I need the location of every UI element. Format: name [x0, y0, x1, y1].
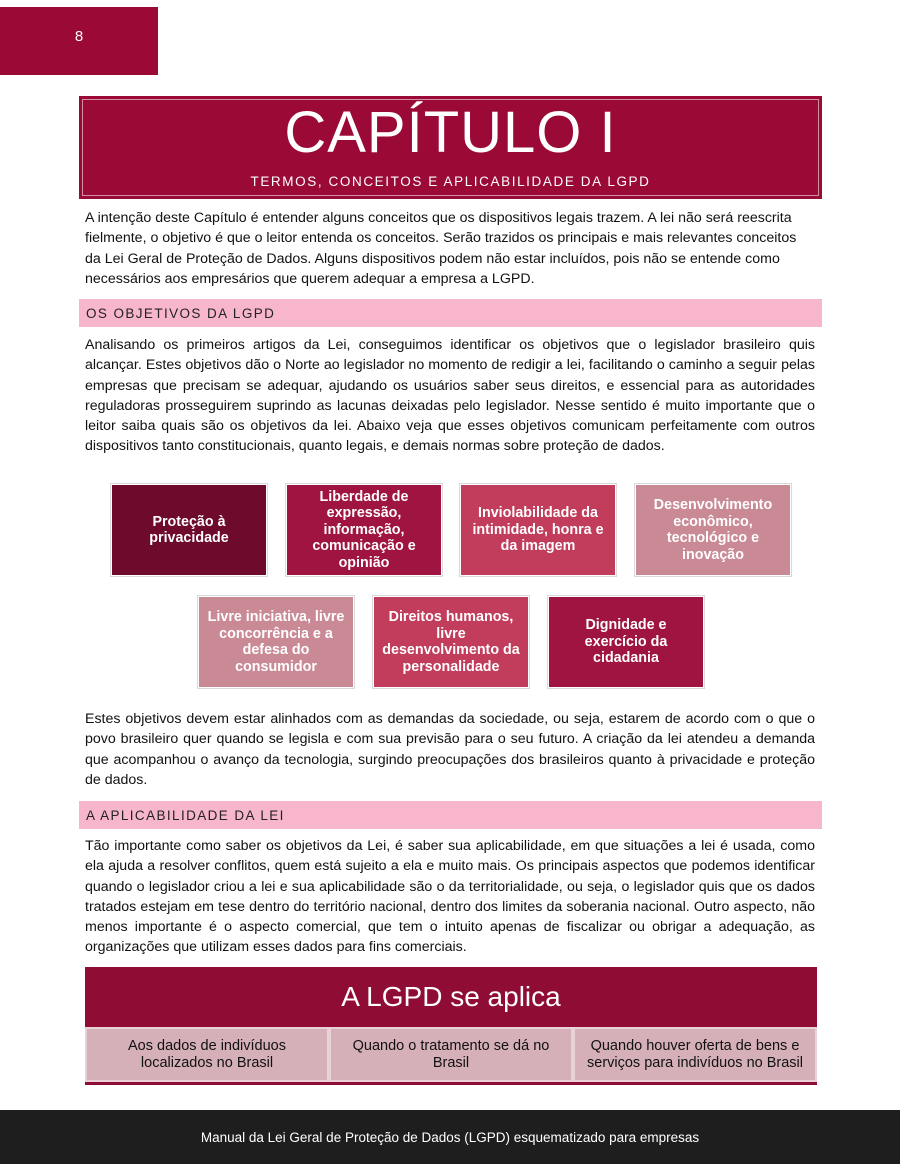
objective-box: Livre iniciativa, livre concorrência e a defesa do consumidor [198, 596, 354, 688]
section-heading-objetivos: OS OBJETIVOS DA LGPD [79, 299, 822, 327]
lgpd-table-cell: Quando houver oferta de bens e serviços para indivíduos no Brasil [573, 1027, 817, 1082]
intro-paragraph: A intenção deste Capítulo é entender alguns conceitos que os dispositivos legais trazem. A lei não será reescrita fielmente, o objetivo é que o leitor entenda os conceitos. Serão trazidos os principais e mais relevantes conceitos da Lei Geral de Proteção de Dados. Alguns dispositivos podem não estar incluídos, pois não se entende como necessários aos empresários que querem adequar a empresa a LGPD. [85, 210, 797, 287]
objective-box: Desenvolvimento econômico, tecnológico e inovação [635, 484, 791, 576]
aplicabilidade-paragraph: Tão importante como saber os objetivos da Lei, é saber sua aplicabilidade, em que situações a lei é usada, como ela ajuda a resolver conflitos, quem está sujeito a ela e muito mais. Os principais aspectos que podemos identificar quando o legislador criou a lei e sua aplicabilidade são o da territorialidade, ou seja, o legislador quis que os dados tratados estejam em tese dentro do território nacional, dentro dos limites da soberania nacional. Outro aspecto, não menos importante é o aspecto comercial, que tem o intuito apenas de fiscalizar ou obrigar a adequação, as organizações que utilizam esses dados para fins comerciais. [85, 838, 815, 956]
page-footer: Manual da Lei Geral de Proteção de Dados (LGPD) esquematizado para empresas [0, 1110, 900, 1164]
objetivos-paragraph: Analisando os primeiros artigos da Lei, conseguimos identificar os objetivos que o legislador brasileiro quis alcançar. Estes objetivos dão o Norte ao legislador no momento de redigir a lei, facilitando o caminho a seguir pelas empresas que precisam se adequar, ajudando os usuários saber seus direitos, e essencial para as autoridades reguladoras prosseguirem suprindo as lacunas deixadas pelo legislador. Nesse sentido é muito importante que o leitor saiba quais são os objetivos da lei. Abaixo veja que esses objetivos comunicam perfeitamente com outros dispositivos tanto constitucionais, quanto legais, e demais normas sobre proteção de dados. [85, 337, 815, 455]
section-heading-aplicabilidade: A APLICABILIDADE DA LEI [79, 801, 822, 829]
chapter-header [79, 96, 822, 199]
page-number: 8 [0, 7, 158, 75]
chapter-subtitle: TERMOS, CONCEITOS E APLICABILIDADE DA LGPD [250, 174, 651, 189]
chapter-title: CAPÍTULO I [284, 100, 617, 165]
lgpd-table-cell: Aos dados de indivíduos localizados no Brasil [85, 1027, 329, 1082]
lgpd-applies-table [85, 967, 817, 1085]
objective-box: Inviolabilidade da intimidade, honra e da imagem [460, 484, 616, 576]
objective-box: Dignidade e exercício da cidadania [548, 596, 704, 688]
lgpd-table-header: A LGPD se aplica [341, 981, 561, 1012]
objective-box: Liberdade de expressão, informação, comunicação e opinião [286, 484, 442, 576]
lgpd-table-cell: Quando o tratamento se dá no Brasil [329, 1027, 573, 1082]
objective-box: Direitos humanos, livre desenvolvimento da personalidade [373, 596, 529, 688]
objective-box: Proteção à privacidade [111, 484, 267, 576]
objetivos-conclusion-paragraph: Estes objetivos devem estar alinhados com as demandas da sociedade, ou seja, estarem de acordo com o que o povo brasileiro quer quando se legisla e com sua previsão para o seu futuro. A criação da lei atendeu a demanda que acompanhou o avanço da tecnologia, surgindo preocupações dos brasileiros quanto à privacidade e proteção de dados. [85, 711, 815, 788]
